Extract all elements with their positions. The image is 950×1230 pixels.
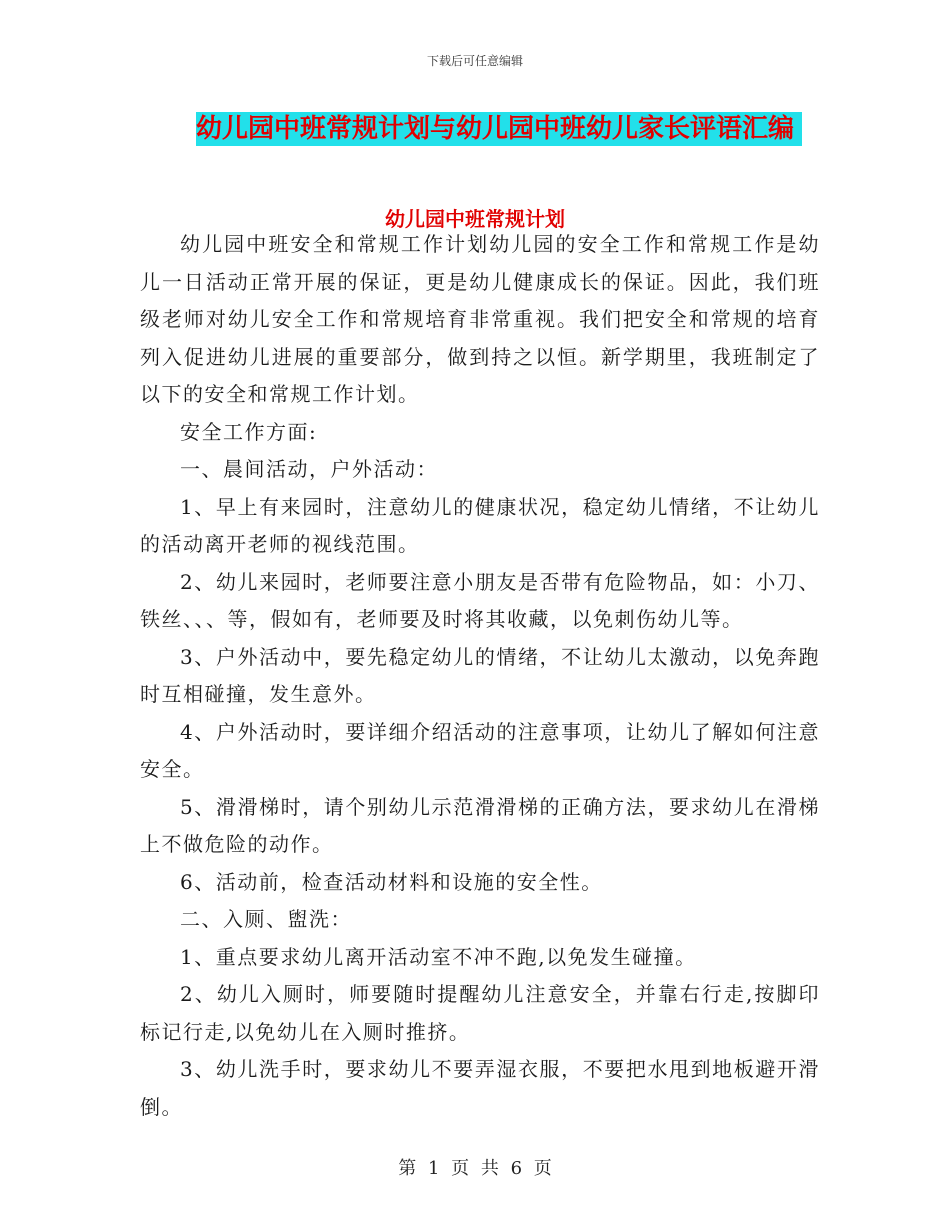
paragraph-item: 4、户外活动时，要详细介绍活动的注意事项，让幼儿了解如何注意安全。 — [140, 719, 820, 781]
paragraph-item: 5、滑滑梯时，请个别幼儿示范滑滑梯的正确方法，要求幼儿在滑梯上不做危险的动作。 — [140, 794, 820, 856]
paragraph-item: 2、幼儿来园时，老师要注意小朋友是否带有危险物品，如：小刀、铁丝、、、等，假如有，老师要及时将其收藏，以免刺伤幼儿等。 — [140, 569, 820, 631]
document-main-title: 幼儿园中班常规计划与幼儿园中班幼儿家长评语汇编 — [196, 112, 802, 146]
paragraph-item: 1、重点要求幼儿离开活动室不冲不跑,以免发生碰撞。 — [180, 944, 697, 969]
paragraph-item: 1、早上有来园时，注意幼儿的健康状况，稳定幼儿情绪，不让幼儿的活动离开老师的视线范围。 — [140, 494, 820, 556]
paragraph-item: 3、户外活动中，要先稳定幼儿的情绪，不让幼儿太激动，以免奔跑时互相碰撞，发生意外。 — [140, 644, 820, 706]
paragraph-intro: 幼儿园中班安全和常规工作计划幼儿园的安全工作和常规工作是幼儿一日活动正常开展的保证，更是幼儿健康成长的保证。因此，我们班级老师对幼儿安全工作和常规培育非常重视。我们把安全和常规的培育列入促进幼儿进展的重要部分，做到持之以恒。新学期里，我班制定了以下的安全和常规工作计划。 — [140, 232, 820, 406]
section-title: 幼儿园中班常规计划 — [385, 207, 565, 231]
paragraph-item: 3、幼儿洗手时，要求幼儿不要弄湿衣服，不要把水甩到地板避开滑倒。 — [140, 1057, 820, 1119]
header-note: 下载后可任意编辑 — [426, 54, 523, 68]
paragraph-item: 2、幼儿入厕时，师要随时提醒幼儿注意安全，并靠右行走,按脚印标记行走,以免幼儿在入厕时推挤。 — [140, 982, 820, 1044]
paragraph-safety-heading: 安全工作方面: — [180, 419, 318, 444]
paragraph-section-1-heading: 一、晨间活动，户外活动： — [180, 457, 438, 481]
paragraph-item: 6、活动前，检查活动材料和设施的安全性。 — [180, 869, 603, 894]
page-number-footer: 第 1 页 共 6 页 — [398, 1158, 552, 1179]
paragraph-section-2-heading: 二、入厕、盥洗： — [180, 907, 352, 931]
document-body — [140, 226, 820, 1126]
